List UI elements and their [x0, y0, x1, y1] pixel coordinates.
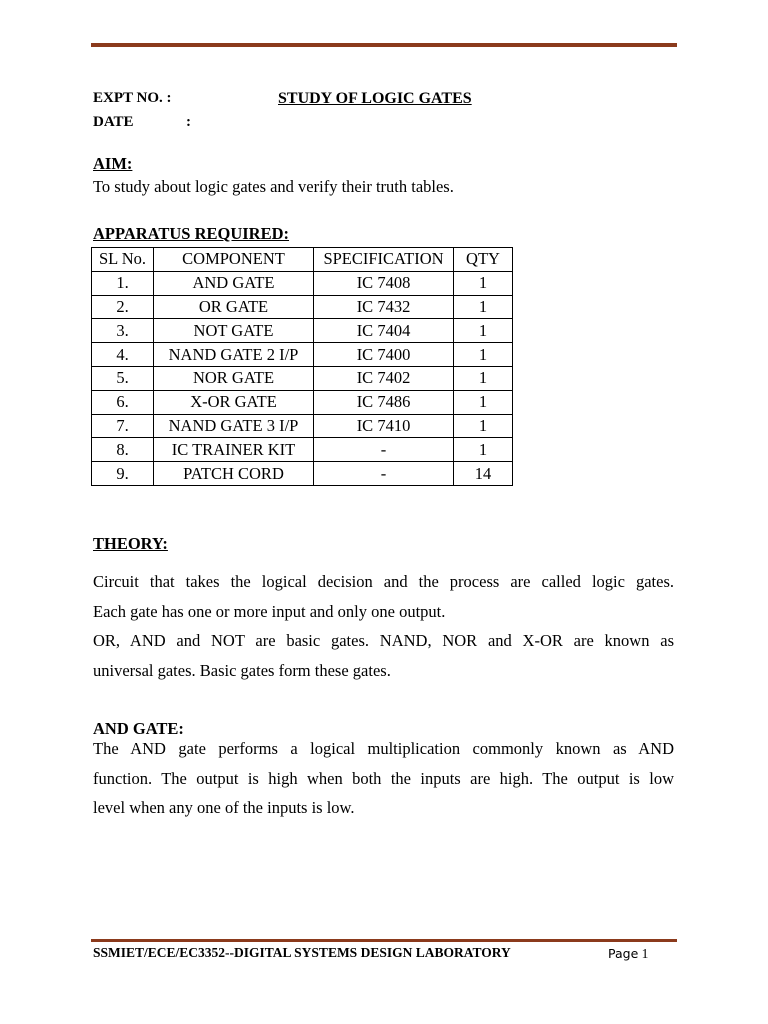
aim-text: To study about logic gates and verify their truth tables.	[93, 177, 454, 196]
date-colon: :	[186, 114, 191, 130]
table-row	[92, 390, 513, 414]
table-cell: 1.	[92, 271, 154, 295]
table-cell: 1	[454, 319, 513, 343]
table-cell: AND GATE	[154, 271, 314, 295]
page-title: STUDY OF LOGIC GATES	[278, 90, 472, 107]
and-gate-line: The AND gate performs a logical multiplication commonly known as AND	[93, 739, 674, 758]
column-header: SPECIFICATION	[314, 248, 454, 272]
table-cell: 8.	[92, 438, 154, 462]
table-cell: 1	[454, 271, 513, 295]
and-gate-heading: AND GATE:	[93, 719, 184, 738]
table-cell: -	[314, 438, 454, 462]
column-header: QTY	[454, 248, 513, 272]
header-rule	[91, 43, 677, 47]
theory-line: universal gates. Basic gates form these gates.	[93, 660, 391, 680]
table-cell: OR GATE	[154, 295, 314, 319]
page-number	[608, 946, 648, 962]
table-cell: IC 7486	[314, 390, 454, 414]
footer-rule	[91, 939, 677, 942]
apparatus-heading: APPARATUS REQUIRED:	[93, 224, 290, 243]
date-label: DATE	[93, 114, 134, 130]
table-cell: NOR GATE	[154, 366, 314, 390]
table-cell: IC TRAINER KIT	[154, 438, 314, 462]
aim-heading: AIM:	[93, 154, 133, 173]
table-row	[92, 438, 513, 462]
table-row	[92, 271, 513, 295]
table-cell: 1	[454, 414, 513, 438]
table-cell: IC 7410	[314, 414, 454, 438]
apparatus-table	[91, 247, 513, 486]
table-row	[92, 462, 513, 486]
table-cell: 5.	[92, 366, 154, 390]
page-number-value: 1	[641, 946, 649, 961]
column-header: SL No.	[92, 248, 154, 272]
table-cell: 1	[454, 295, 513, 319]
table-cell: NOT GATE	[154, 319, 314, 343]
table-cell: 2.	[92, 295, 154, 319]
table-cell: PATCH CORD	[154, 462, 314, 486]
table-cell: 1	[454, 390, 513, 414]
and-gate-line: function. The output is high when both the inputs are high. The output is low	[93, 768, 674, 788]
theory-line: OR, AND and NOT are basic gates. NAND, NOR and X-OR are known as	[93, 631, 674, 650]
theory-paragraph	[93, 567, 674, 685]
theory-heading: THEORY:	[93, 534, 168, 553]
table-cell: 3.	[92, 319, 154, 343]
table-header-row	[92, 248, 513, 272]
footer-course: SSMIET/ECE/EC3352--DIGITAL SYSTEMS DESIGN LABORATORY	[93, 945, 511, 960]
table-cell: 7.	[92, 414, 154, 438]
table-cell: 1	[454, 438, 513, 462]
table-cell: -	[314, 462, 454, 486]
table-cell: 1	[454, 366, 513, 390]
table-row	[92, 343, 513, 367]
table-row	[92, 295, 513, 319]
table-cell: 9.	[92, 462, 154, 486]
page-word: Page	[608, 946, 639, 961]
expt-no-label: EXPT NO. :	[93, 90, 172, 106]
table-cell: X-OR GATE	[154, 390, 314, 414]
table-row	[92, 319, 513, 343]
table-cell: IC 7432	[314, 295, 454, 319]
table-cell: IC 7402	[314, 366, 454, 390]
table-cell: NAND GATE 3 I/P	[154, 414, 314, 438]
table-cell: 1	[454, 343, 513, 367]
table-cell: IC 7400	[314, 343, 454, 367]
table-row	[92, 414, 513, 438]
and-gate-line: level when any one of the inputs is low.	[93, 798, 355, 817]
theory-line: Each gate has one or more input and only one output.	[93, 601, 446, 621]
table-cell: IC 7408	[314, 271, 454, 295]
table-cell: 14	[454, 462, 513, 486]
and-gate-paragraph	[93, 734, 674, 823]
table-cell: NAND GATE 2 I/P	[154, 343, 314, 367]
theory-line: Circuit that takes the logical decision and the process are called logic gates.	[93, 572, 674, 591]
column-header: COMPONENT	[154, 248, 314, 272]
table-row	[92, 366, 513, 390]
table-cell: IC 7404	[314, 319, 454, 343]
table-cell: 6.	[92, 390, 154, 414]
table-cell: 4.	[92, 343, 154, 367]
